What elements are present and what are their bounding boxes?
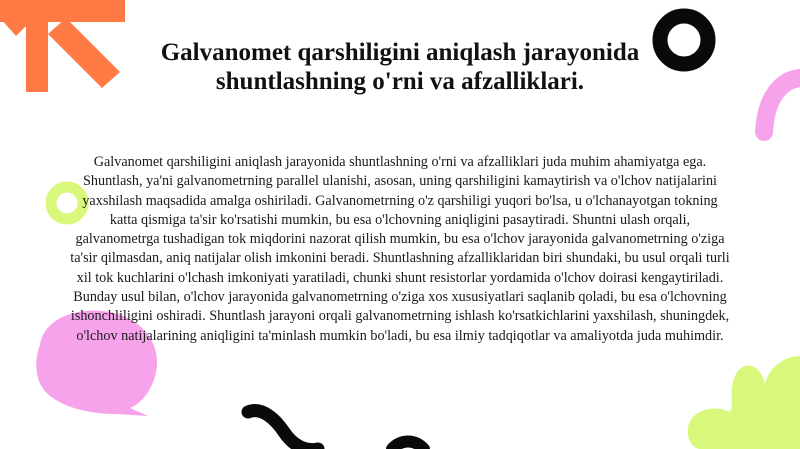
pink-arc-shape bbox=[764, 78, 800, 132]
black-squiggle-shape bbox=[248, 411, 318, 449]
slide-body-text: Galvanomet qarshiligini aniqlash jarayonida shuntlashning o'rni va afzalliklari juda muhim ahamiyatga ega. Shuntlash, ya'ni galvanometrning parallel ulanishi, asosan, uning qarshiligini kamaytirish va o'lchov natijalarini yaxshilash maqsadida amalga oshiriladi. Galvanometrning o'z qarshiligi yuqori bo'lsa, u o'lchanayotgan tokning katta qismiga ta'sir ko'rsatishi mumkin, bu esa o'lchovning aniqligini pasaytiradi. Shuntni ulash orqali, galvanometrga tushadigan tok miqdorini nazorat qilish mumkin, bu esa o'lchov jarayonida galvanometrning o'ziga ta'sir qilmasdan, aniq natijalar olish imkonini beradi. Shuntlashning afzalliklaridan biri shundaki, bu usul orqali turli xil tok kuchlarini o'lchash imkoniyati yaratiladi, chunki shunt resistorlar yordamida o'lchov doirasi kengaytiriladi. Bunday usul bilan, o'lchov jarayonida galvanometrning o'ziga xos xususiyatlari saqlanib qoladi, bu esa o'lchovning ishonchliligini oshiradi. Shuntlash jarayoni orqali galvanometrning ishlash ko'rsatkichlarini yaxshilash, shuningdek, o'lchov natijalarining aniqligini ta'minlash mumkin bo'ladi, bu esa ilmiy tadqiqotlar va amaliyotda juda muhimdir. bbox=[70, 154, 730, 344]
black-squiggle-shape bbox=[392, 441, 424, 449]
slide-title: Galvanomet qarshiligini aniqlash jarayonida shuntlashning o'rni va afzalliklari. bbox=[160, 39, 640, 95]
lime-flower-shape bbox=[688, 356, 800, 449]
